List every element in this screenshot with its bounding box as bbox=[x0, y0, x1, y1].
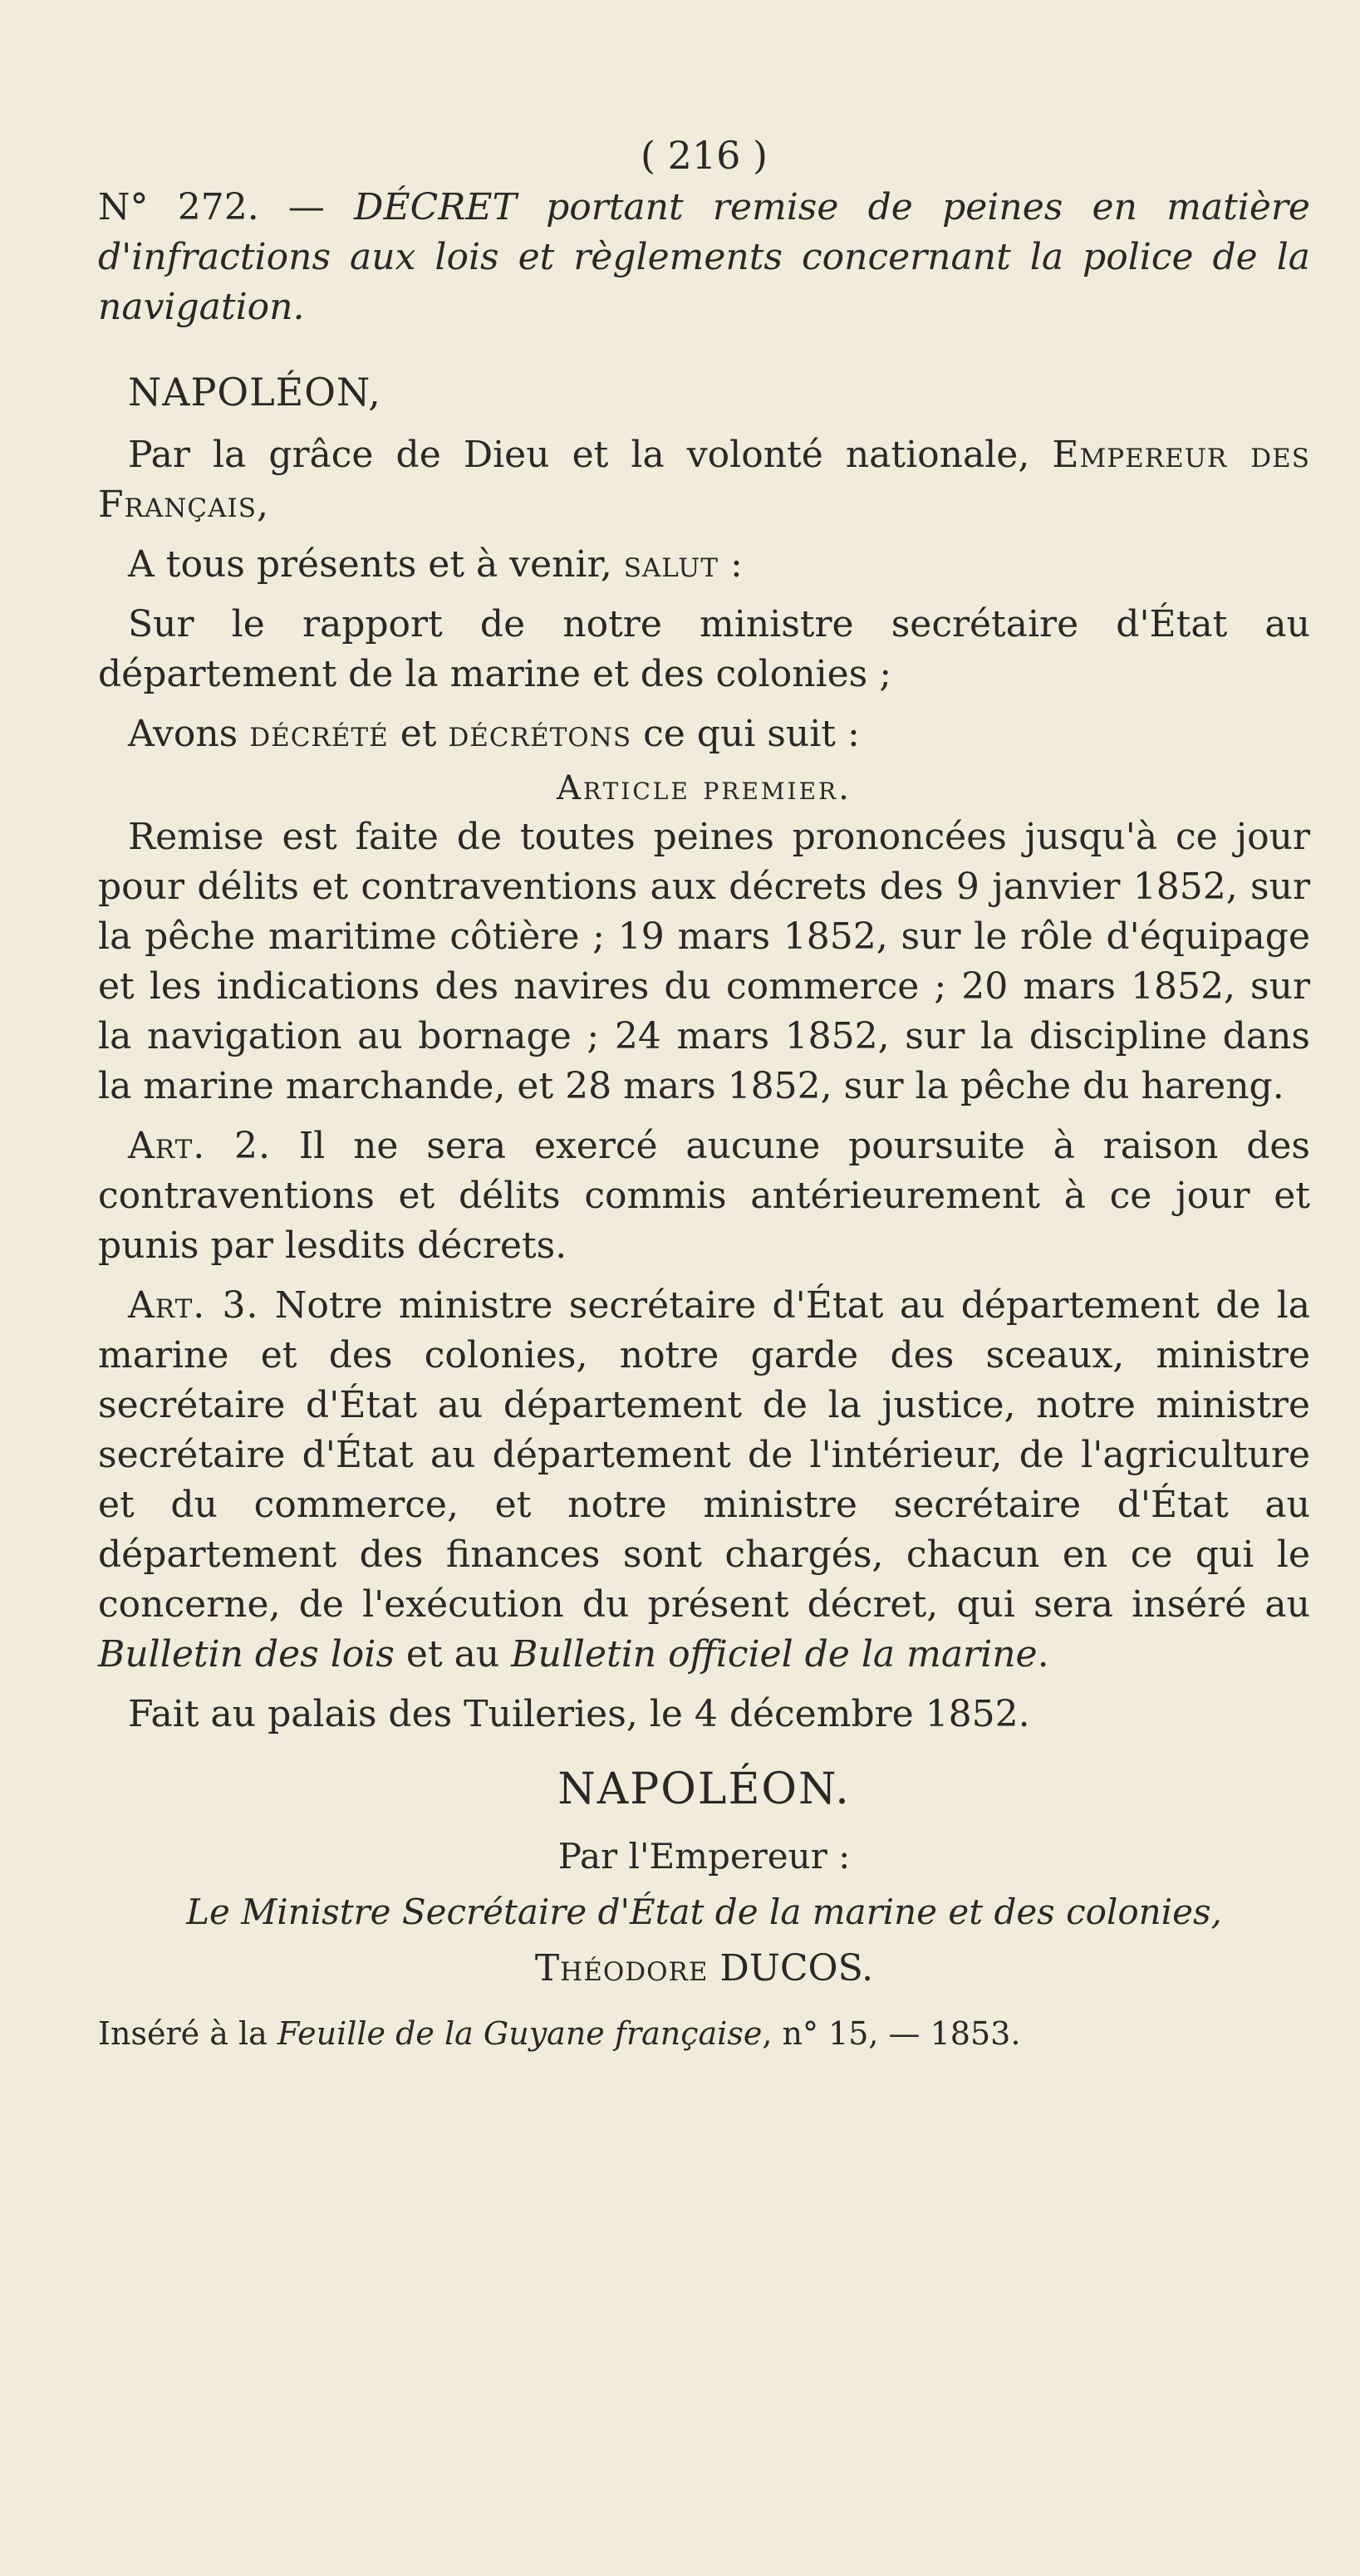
article-2-text: Il ne sera exercé aucune poursuite à raison des contraventions et délits commis antérieurement à ce jour et punis par lesdits décrets. bbox=[98, 1125, 1311, 1267]
decrete-a: Avons bbox=[128, 713, 250, 755]
minister-last-name: DUCOS. bbox=[708, 1947, 874, 1990]
decree-title bbox=[98, 183, 1310, 332]
bulletin-des-lois: Bulletin des lois bbox=[98, 1633, 395, 1676]
decrete-word: décrété bbox=[249, 713, 389, 755]
preamble-grace-text: Par la grâce de Dieu et la volonté nationale, bbox=[128, 434, 1053, 476]
signature-napoleon: NAPOLÉON. bbox=[557, 1764, 851, 1814]
insertion-b: , n° 15, — 1853. bbox=[762, 2015, 1021, 2052]
article-3 bbox=[98, 1281, 1310, 1680]
preamble-grace bbox=[98, 430, 1310, 530]
article-3-label: Art. 3. bbox=[128, 1284, 259, 1327]
bulletin-officiel: Bulletin officiel de la marine bbox=[511, 1633, 1038, 1676]
insertion-note bbox=[98, 2013, 1310, 2054]
article-3-end: . bbox=[1037, 1633, 1049, 1676]
insertion-source: Feuille de la Guyane française bbox=[277, 2015, 763, 2052]
insertion-a: Inséré à la bbox=[98, 2015, 277, 2052]
preamble-salut-text: A tous présents et à venir, bbox=[128, 543, 624, 586]
minister-first-name: Théodore bbox=[534, 1947, 709, 1990]
emperor-title: Empereur des Français bbox=[98, 434, 1310, 526]
decrete-b: et bbox=[388, 713, 449, 755]
page-number: ( 216 ) bbox=[641, 133, 768, 178]
salut-word: salut bbox=[623, 543, 719, 586]
minister-name bbox=[98, 1947, 1310, 1990]
title-dash: — bbox=[258, 186, 355, 228]
preamble-grace-end: , bbox=[256, 483, 268, 526]
article-3-text: Notre ministre secrétaire d'État au département de la marine et des colonies, notre garde des sceaux, ministre secrétaire d'État au département de la justice, notre ministre secrétaire d'État au département de l'intérieur, de l'agriculture et du commerce, et notre ministre secrétaire d'État au département des finances sont chargés, chacun en ce qui le concerne, de l'exécution du présent décret, qui sera inséré au bbox=[98, 1284, 1311, 1626]
preamble-decrete bbox=[98, 709, 1310, 759]
preamble-rapport: Sur le rapport de notre ministre secrétaire d'État au département de la marine et des colonies ; bbox=[98, 603, 1310, 695]
decree-number: N° 272. bbox=[98, 186, 259, 228]
minister-title: Le Ministre Secrétaire d'État de la marine et des colonies, bbox=[186, 1892, 1222, 1932]
article-3-mid: et au bbox=[394, 1633, 512, 1676]
done-at: Fait au palais des Tuileries, le 4 décembre 1852. bbox=[128, 1693, 1030, 1735]
emperor-heading: NAPOLÉON, bbox=[128, 370, 381, 415]
decree-title-text: DÉCRET portant remise de peines en matière d'infractions aux lois et règlements concernant la police de la navigation. bbox=[98, 186, 1310, 328]
decrete-c: ce qui suit : bbox=[631, 713, 860, 755]
article-heading: Article premier. bbox=[557, 769, 852, 807]
par-empereur: Par l'Empereur : bbox=[557, 1836, 851, 1877]
decretons-word: décrétons bbox=[448, 713, 632, 755]
preamble-salut bbox=[98, 540, 1310, 590]
article-2-label: Art. 2. bbox=[128, 1125, 272, 1167]
article-2 bbox=[98, 1121, 1310, 1271]
preamble-salut-end: : bbox=[719, 543, 743, 586]
article-1: Remise est faite de toutes peines prononcées jusqu'à ce jour pour délits et contraventions aux décrets des 9 janvier 1852, sur la pêche maritime côtière ; 19 mars 1852, sur le rôle d'équipage et les indications des navires du commerce ; 20 mars 1852, sur la navigation au bornage ; 24 mars 1852, sur la discipline dans la marine marchande, et 28 mars 1852, sur la pêche du hareng. bbox=[98, 816, 1310, 1107]
